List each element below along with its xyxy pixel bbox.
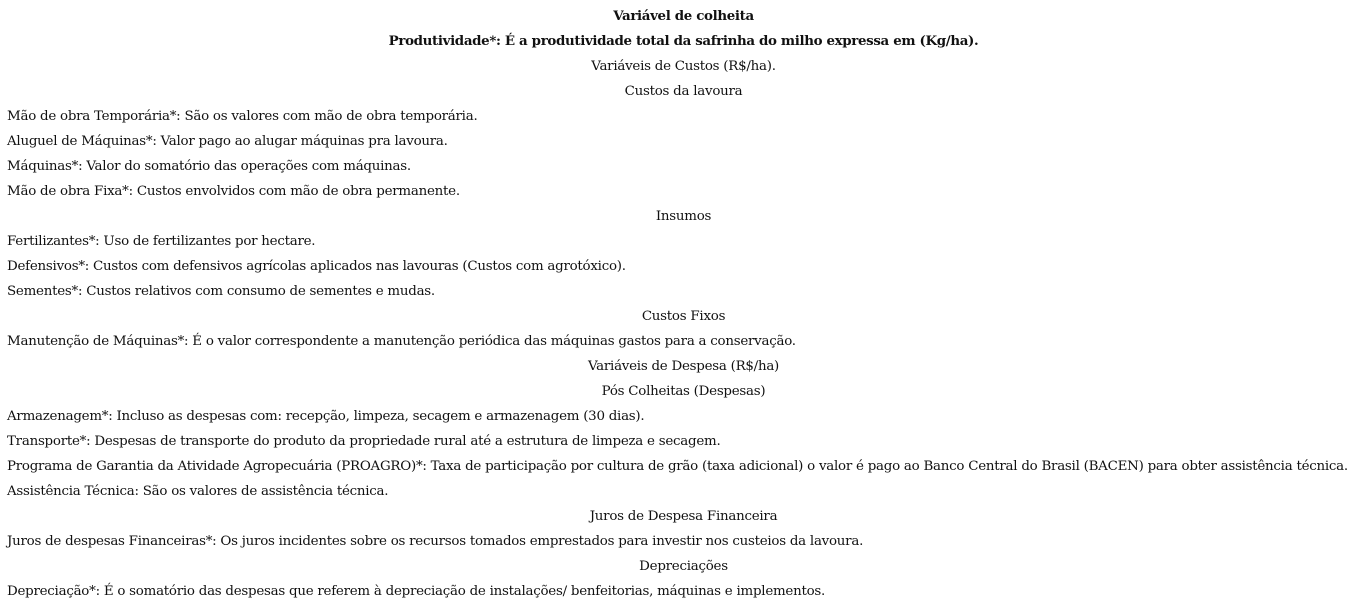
crop-costs-heading: Custos da lavoura: [624, 84, 743, 99]
definition-machines: Máquinas*: Valor do somatório das operações com máquinas.: [7, 159, 411, 174]
depreciation-heading: Depreciações: [639, 559, 728, 574]
variables-document: [0, 4, 1367, 604]
definition-pesticides: Defensivos*: Custos com defensivos agrícolas aplicados nas lavouras (Custos com agrotóxico).: [7, 259, 626, 274]
definition-machine-maintenance: Manutenção de Máquinas*: É o valor correspondente a manutenção periódica das máquinas gastos para a conservação.: [7, 334, 796, 349]
definition-technical-assistance: Assistência Técnica: São os valores de assistência técnica.: [7, 484, 389, 499]
definition-fertilizers: Fertilizantes*: Uso de fertilizantes por hectare.: [7, 234, 316, 249]
definition-temporary-labor: Mão de obra Temporária*: São os valores com mão de obra temporária.: [7, 109, 478, 124]
definition-transport: Transporte*: Despesas de transporte do produto da propriedade rural até a estrutura de limpeza e secagem.: [7, 434, 721, 449]
definition-financial-interest: Juros de despesas Financeiras*: Os juros incidentes sobre os recursos tomados emprestados para investir nos custeios da lavoura.: [7, 534, 864, 549]
fixed-costs-heading: Custos Fixos: [641, 309, 726, 324]
productivity-definition: Produtividade*: É a produtividade total da safrinha do milho expressa em (Kg/ha).: [388, 33, 979, 49]
inputs-heading: Insumos: [655, 209, 712, 224]
costs-heading: Variáveis de Custos (R$/ha).: [591, 59, 776, 74]
definition-proagro: Programa de Garantia da Atividade Agropecuária (PROAGRO)*: Taxa de participação por cultura de grão (taxa adicional) o valor é pago ao Banco Central do Brasil (BACEN) para obter assistência técnica.: [7, 459, 1348, 474]
definition-fixed-labor: Mão de obra Fixa*: Custos envolvidos com mão de obra permanente.: [7, 184, 460, 199]
definition-storage: Armazenagem*: Incluso as despesas com: recepção, limpeza, secagem e armazenagem (30 dias).: [7, 409, 645, 424]
harvest-heading: Variável de colheita: [613, 8, 754, 24]
expenses-heading: Variáveis de Despesa (R$/ha): [587, 359, 780, 374]
definition-machine-rental: Aluguel de Máquinas*: Valor pago ao alugar máquinas pra lavoura.: [7, 134, 448, 149]
definition-depreciation: Depreciação*: É o somatório das despesas que referem à depreciação de instalações/ benfeitorias, máquinas e implementos.: [7, 584, 826, 599]
definition-seeds: Sementes*: Custos relativos com consumo de sementes e mudas.: [7, 284, 435, 299]
financial-interest-heading: Juros de Despesa Financeira: [589, 509, 778, 524]
post-harvest-heading: Pós Colheitas (Despesas): [601, 384, 766, 399]
